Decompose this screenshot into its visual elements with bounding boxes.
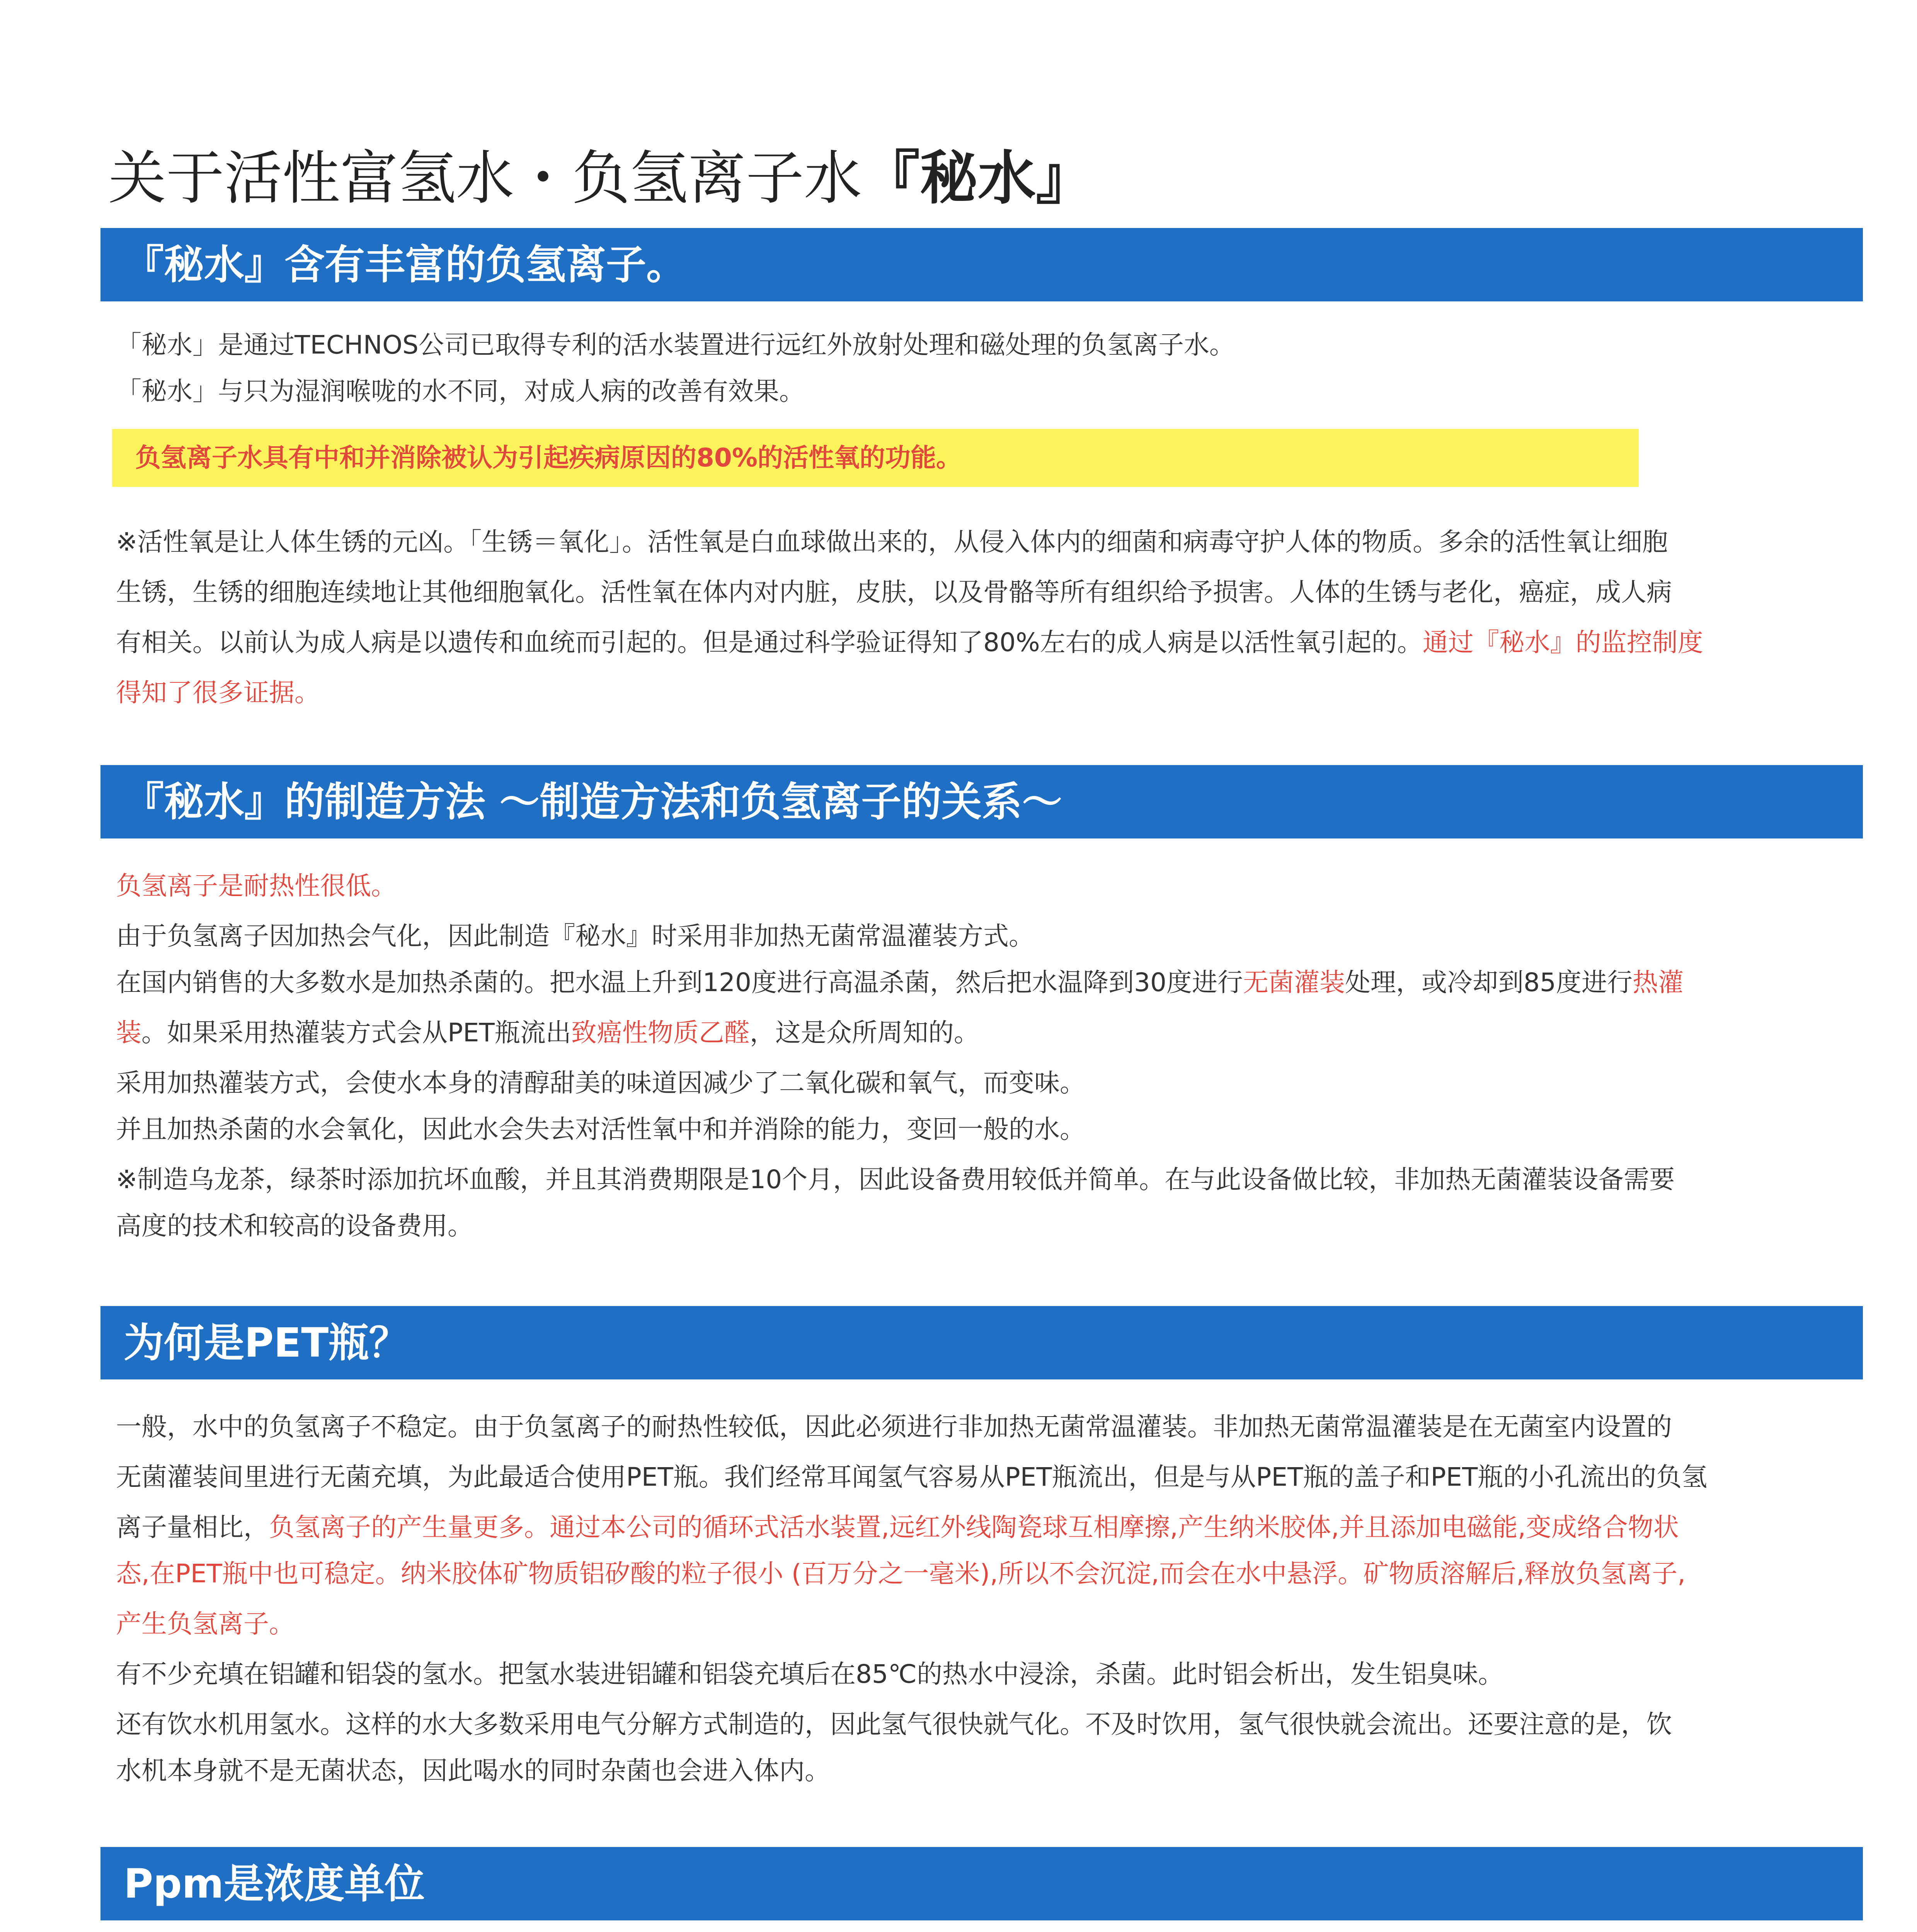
section1-note-c: [116, 618, 1703, 667]
section2-subhead: 负氢离子是耐热性很低。: [116, 871, 397, 901]
section3-l3-a: 离子量相比，: [116, 1512, 269, 1542]
section1-line1: 「秘水」是通过TECHNOS公司已取得专利的活水装置进行远红外放射处理和磁处理的负氢离子水。: [116, 330, 1235, 360]
section3-l6: 有不少充填在铝罐和铝袋的氢水。把氢水装进铝罐和铝袋充填后在85℃的热水中浸涂，杀菌。此时铝会析出，发生铝臭味。: [116, 1659, 1504, 1689]
section3-l1: 一般，水中的负氢离子不稳定。由于负氢离子的耐热性较低，因此必须进行非加热无菌常温灌装。非加热无菌常温灌装是在无菌室内设置的: [116, 1412, 1672, 1442]
highlight-box: 负氢离子水具有中和并消除被认为引起疾病原因的80%的活性氧的功能。: [112, 429, 1639, 487]
section2-p3-b: ，这是众所周知的。: [749, 1018, 979, 1048]
section3-l2: 无菌灌装间里进行无菌充填，为此最适合使用PET瓶。我们经常耳闻氢气容易从PET瓶流出，但是与从PET瓶的盖子和PET瓶的小孔流出的负氢: [116, 1462, 1708, 1492]
section1-note-b: 生锈，生锈的细胞连续地让其他细胞氧化。活性氧在体内对内脏，皮肤，以及骨骼等所有组织给予损害。人体的生锈与老化，癌症，成人病: [116, 577, 1672, 607]
section-header-hydrogen-ions: 『秘水』含有丰富的负氢离子。: [100, 228, 1863, 301]
section2-p3-red: 装: [116, 1018, 141, 1048]
section2-p2-b: 处理，或冷却到85度进行: [1345, 968, 1633, 997]
section2-p3: [116, 1009, 979, 1057]
page-title: [108, 131, 1094, 215]
section2-p2-red1: 无菌灌装: [1243, 968, 1345, 997]
section-header-manufacturing: 『秘水』的制造方法 ～制造方法和负氢离子的关系～: [100, 765, 1863, 838]
section3-l7: 还有饮水机用氢水。这样的水大多数采用电气分解方式制造的，因此氢气很快就气化。不及时饮用，氢气很快就会流出。还要注意的是，饮: [116, 1709, 1672, 1739]
section1-note-d: 得知了很多证据。: [116, 678, 320, 707]
section-header-ppm: Ppm是浓度单位: [100, 1847, 1863, 1920]
section3-l3: [116, 1503, 1679, 1552]
section2-p6: ※制造乌龙茶，绿茶时添加抗坏血酸，并且其消费期限是10个月，因此设备费用较低并简单。在与此设备做比较，非加热无菌灌装设备需要: [116, 1165, 1675, 1194]
section3-l8: 水机本身就不是无菌状态，因此喝水的同时杂菌也会进入体内。: [116, 1756, 830, 1786]
section3-l5: 产生负氢离子。: [116, 1609, 295, 1639]
section3-l3-red: 负氢离子的产生量更多。通过本公司的循环式活水装置,远红外线陶瓷球互相摩擦,产生纳米胶体,并且添加电磁能,变成络合物状: [269, 1512, 1679, 1542]
section1-note-c-text: 有相关。以前认为成人病是以遗传和血统而引起的。但是通过科学验证得知了80%左右的成人病是以活性氧引起的。: [116, 628, 1423, 657]
section3-l4: 态,在PET瓶中也可稳定。纳米胶体矿物质铝矽酸的粒子很小 (百万分之一毫米),所以不会沉淀,而会在水中悬浮。矿物质溶解后,释放负氢离子,: [116, 1559, 1686, 1588]
section2-p2: [116, 958, 1684, 1007]
section2-p4: 采用加热灌装方式，会使水本身的清醇甜美的味道因减少了二氧化碳和氧气，而变味。: [116, 1068, 1085, 1098]
title-prefix: 关于活性富氢水・负氢离子水: [108, 145, 862, 212]
section-header-pet-bottle: 为何是PET瓶？: [100, 1306, 1863, 1379]
title-brand: 『秘水』: [862, 145, 1094, 212]
section2-p3-a: 。如果采用热灌装方式会从PET瓶流出: [141, 1018, 571, 1048]
section1-note-a: ※活性氧是让人体生锈的元凶。「生锈＝氧化」。活性氧是白血球做出来的，从侵入体内的细菌和病毒守护人体的物质。多余的活性氧让细胞: [116, 527, 1668, 557]
section2-p1: 由于负氢离子因加热会气化，因此制造『秘水』时采用非加热无菌常温灌装方式。: [116, 921, 1034, 951]
section2-p7: 高度的技术和较高的设备费用。: [116, 1211, 473, 1241]
section2-p5: 并且加热杀菌的水会氧化，因此水会失去对活性氧中和并消除的能力，变回一般的水。: [116, 1114, 1085, 1144]
section1-note-c-red: 通过『秘水』的监控制度: [1422, 628, 1703, 657]
section1-line2: 「秘水」与只为湿润喉咙的水不同，对成人病的改善有效果。: [116, 376, 805, 406]
section2-p3-red2: 致癌性物质乙醛: [571, 1018, 750, 1048]
section2-p2-a: 在国内销售的大多数水是加热杀菌的。把水温上升到120度进行高温杀菌，然后把水温降到30度进行: [116, 968, 1243, 997]
section2-p2-red2: 热灌: [1632, 968, 1684, 997]
